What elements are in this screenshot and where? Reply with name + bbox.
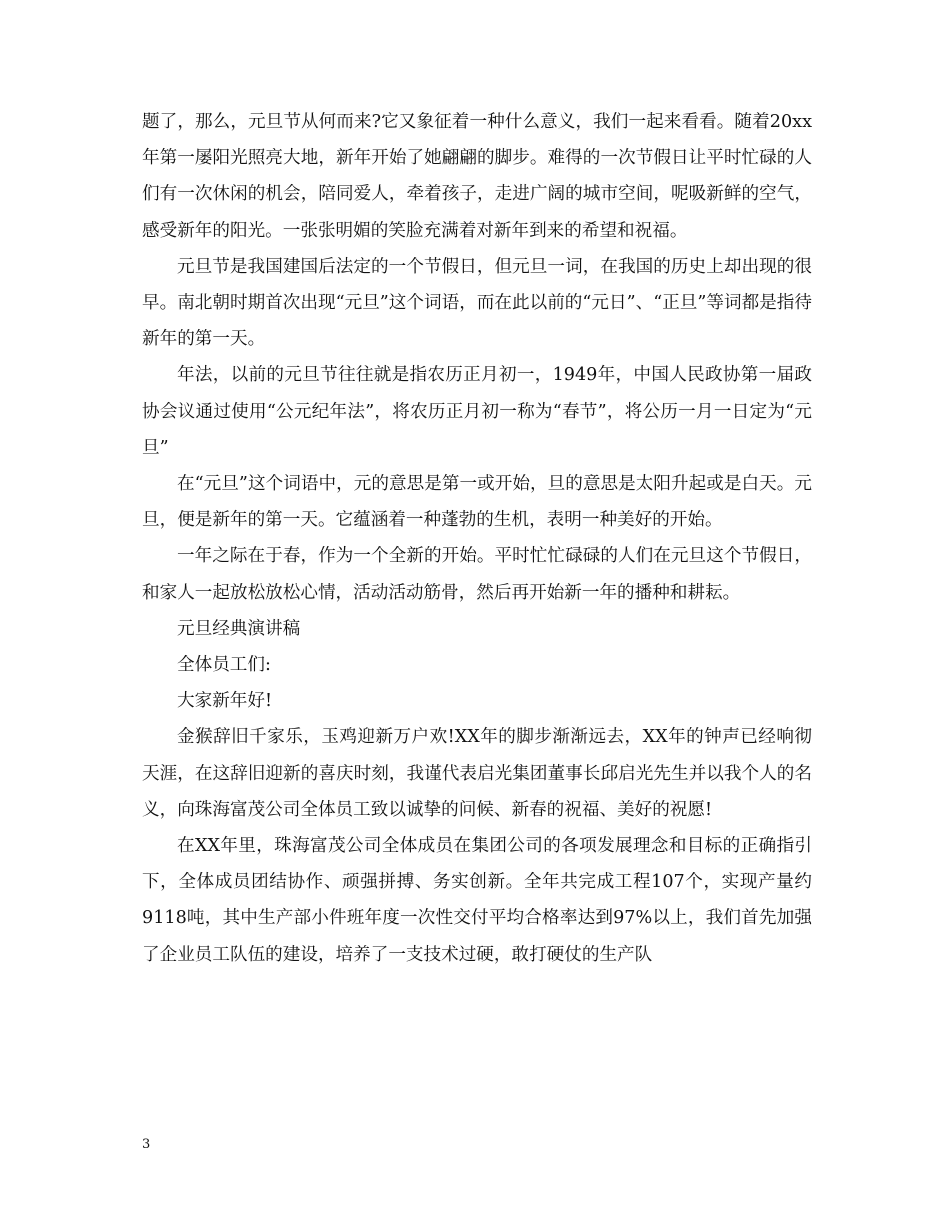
salutation: 全体员工们: [177,655,271,676]
section-heading: 元旦经典演讲稿 [177,618,301,639]
paragraph: 年法，以前的元旦节往往就是指农历正月初一，1949年，中国人民政协第一届政协会议通过使用“公元纪年法”，将农历正月初一称为“春节”，将公历一月一日定为“元旦” [142,365,812,458]
paragraph: 金猴辞旧千家乐，玉鸡迎新万户欢!XX年的脚步渐渐远去，XX年的钟声已经响彻天涯，在这辞旧迎新的喜庆时刻，我谨代表启光集团董事长邱启光先生并以我个人的名义，向珠海富茂公司全体员工致以诚挚的问候、新春的祝福、美好的祝愿! [142,727,812,820]
greeting: 大家新年好! [177,691,273,712]
page-number: 3 [142,1137,151,1152]
document-body [142,104,812,973]
paragraph: 在“元旦”这个词语中，元的意思是第一或开始，旦的意思是太阳升起或是白天。元旦，便是新年的第一天。它蕴涵着一种蓬勃的生机，表明一种美好的开始。 [142,474,812,531]
paragraph: 在XX年里，珠海富茂公司全体成员在集团公司的各项发展理念和目标的正确指引下，全体成员团结协作、顽强拼搏、务实创新。全年共完成工程107个，实现产量约9118吨，其中生产部小件班年度一次性交付平均合格率达到97%以上，我们首先加强了企业员工队伍的建设，培养了一支技术过硬，敢打硬仗的生产队 [142,836,812,965]
paragraph: 一年之际在于春，作为一个全新的开始。平时忙忙碌碌的人们在元旦这个节假日，和家人一起放松放松心情，活动活动筋骨，然后再开始新一年的播种和耕耘。 [142,546,812,603]
paragraph: 元旦节是我国建国后法定的一个节假日，但元旦一词，在我国的历史上却出现的很早。南北朝时期首次出现“元旦”这个词语，而在此以前的“元日”、“正旦”等词都是指待新年的第一天。 [142,256,812,350]
paragraph: 题了，那么，元旦节从何而来?它又象征着一种什么意义，我们一起来看看。随着20xx年第一屡阳光照亮大地，新年开始了她翩翩的脚步。难得的一次节假日让平时忙碌的人们有一次休闲的机会，陪同爱人，牵着孩子，走进广阔的城市空间，呢吸新鲜的空气，感受新年的阳光。一张张明媚的笑脸充满着对新年到来的希望和祝福。 [142,112,812,241]
